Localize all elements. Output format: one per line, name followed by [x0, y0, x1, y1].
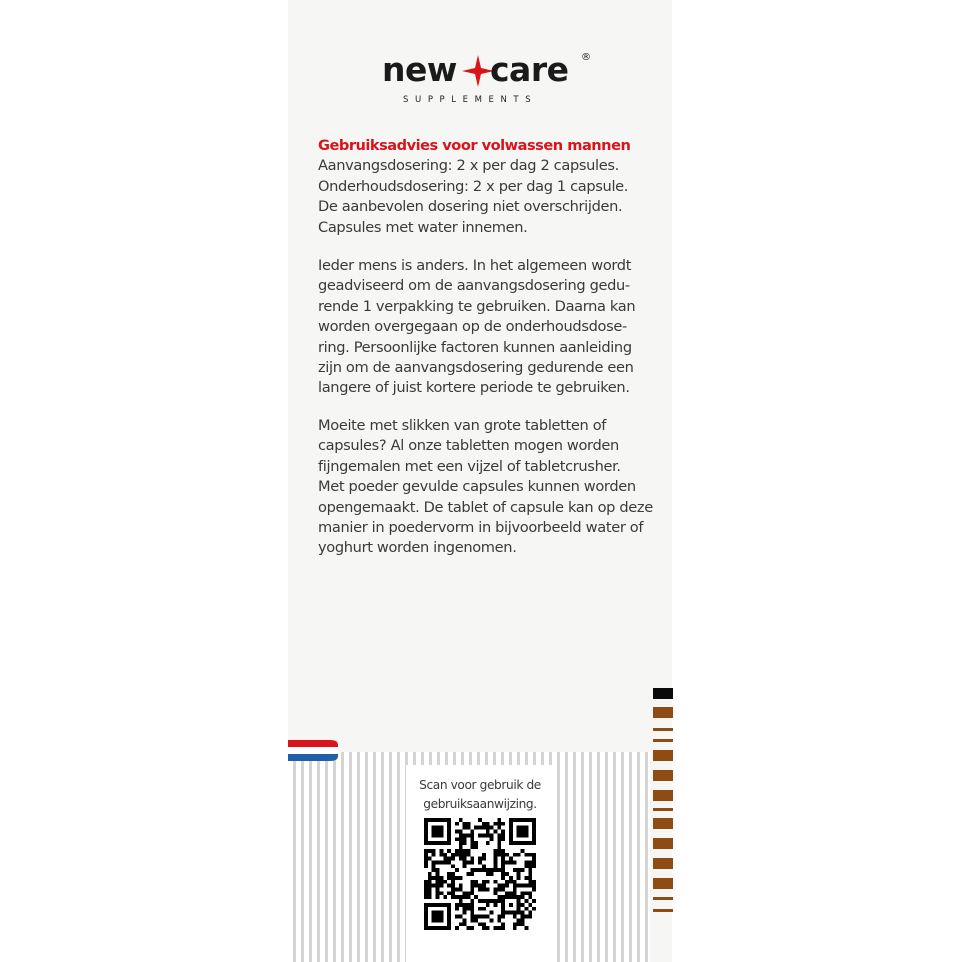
usage-heading: Gebruiksadvies voor volwassen mannen — [318, 137, 631, 154]
paragraph-line: worden overgegaan op de onderhoudsdose- — [318, 318, 627, 336]
qr-code-icon[interactable] — [424, 818, 536, 930]
logo-subtitle: SUPPLEMENTS — [403, 95, 538, 105]
paragraph-line: zijn om de aanvangsdosering gedurende een — [318, 359, 634, 377]
swallowing-paragraph — [318, 416, 658, 559]
paragraph-line: geadviseerd om de aanvangsdosering gedu- — [318, 277, 630, 295]
usage-line: Aanvangsdosering: 2 x per dag 2 capsules. — [318, 157, 619, 175]
color-bar-brown — [653, 728, 673, 731]
paragraph-line: manier in poedervorm in bijvoorbeeld water of — [318, 519, 644, 537]
logo-word-new: new — [382, 50, 457, 89]
paragraph-line: capsules? Al onze tabletten mogen worden — [318, 437, 619, 455]
color-bar-brown — [653, 897, 673, 900]
usage-line: Onderhoudsdosering: 2 x per dag 1 capsule. — [318, 177, 629, 195]
qr-caption-line: gebruiksaanwijzing. — [423, 797, 537, 811]
paragraph-line: ring. Persoonlijke factoren kunnen aanleiding — [318, 338, 632, 356]
color-bar-brown — [653, 878, 673, 889]
color-bar-brown — [653, 808, 673, 811]
qr-caption — [406, 776, 554, 814]
paragraph-line: Ieder mens is anders. In het algemeen wordt — [318, 257, 632, 274]
color-bar-brown — [653, 858, 673, 869]
color-bar-brown — [653, 739, 673, 742]
color-bar-brown — [653, 770, 673, 781]
paragraph-line: langere of juist kortere periode te gebruiken. — [318, 379, 630, 397]
paragraph-line: Moeite met slikken van grote tabletten of — [318, 417, 607, 434]
color-bar-brown — [653, 818, 673, 829]
color-bar-brown — [653, 707, 673, 718]
paragraph-line: rende 1 verpakking te gebruiken. Daarna kan — [318, 297, 636, 315]
color-bar-brown — [653, 909, 673, 912]
paragraph-line: yoghurt worden ingenomen. — [318, 539, 517, 557]
color-bar-black — [653, 688, 673, 699]
print-color-bars — [653, 0, 673, 962]
usage-line: Capsules met water innemen. — [318, 218, 528, 236]
logo-word-care: care — [490, 50, 569, 89]
registered-mark: ® — [581, 52, 591, 63]
paragraph-line: fijngemalen met een vijzel of tabletcrusher. — [318, 457, 621, 475]
paragraph-line: Met poeder gevulde capsules kunnen worden — [318, 478, 636, 496]
qr-caption-line: Scan voor gebruik de — [419, 778, 541, 792]
color-bar-brown — [653, 838, 673, 849]
color-bar-brown — [653, 790, 673, 801]
brand-logo — [380, 50, 600, 110]
color-bar-brown — [653, 750, 673, 761]
dutch-flag-icon — [288, 740, 338, 761]
paragraph-line: opengemaakt. De tablet of capsule kan op deze — [318, 498, 653, 516]
individual-dosage-paragraph — [318, 256, 658, 399]
usage-advice — [318, 136, 658, 238]
usage-line: De aanbevolen dosering niet overschrijden. — [318, 198, 623, 216]
